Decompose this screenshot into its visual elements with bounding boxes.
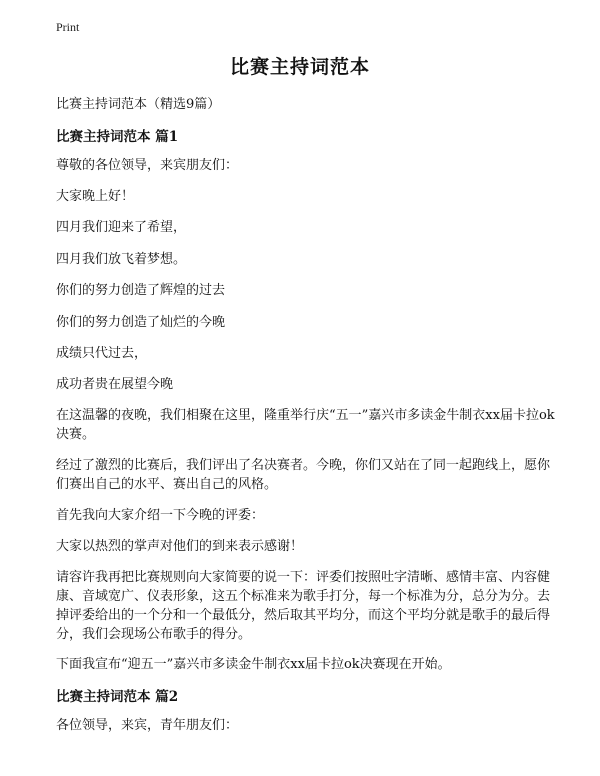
document-title: 比赛主持词范本 — [229, 56, 370, 78]
section-heading-1: 比赛主持词范本 篇1 — [56, 129, 179, 145]
paragraph: 各位领导，来宾，青年朋友们： — [56, 718, 239, 733]
paragraph: 经过了激烈的比赛后，我们评出了名决赛者。今晚，你们又站在了同一起跑线上，愿你们赛出自己的水平、赛出自己的风格。 — [56, 458, 551, 492]
paragraph: 下面我宣布“迎五一”嘉兴市多读金牛制衣xx届卡拉ok决赛现在开始。 — [56, 657, 451, 672]
paragraph: 四月我们放飞着梦想。 — [56, 252, 187, 267]
document-subtitle: 比赛主持词范本（精选9篇） — [56, 97, 221, 112]
paragraph: 成绩只代过去， — [56, 346, 148, 361]
paragraph: 大家以热烈的掌声对他们的到来表示感谢！ — [56, 539, 304, 554]
paragraph: 请容许我再把比赛规则向大家简要的说一下：评委们按照吐字清晰、感情丰富、内容健康、音域宽广、仪表形象，这五个标准来为歌手打分，每一个标准为分，总分为分。去掉评委给出的一个分和一个最低分，然后取其平均分，而这个平均分就是歌手的最后得分，我们会现场公布歌手的得分。 — [56, 570, 551, 642]
section-heading-2: 比赛主持词范本 篇2 — [56, 689, 179, 705]
paragraph: 你们的努力创造了灿烂的今晚 — [56, 315, 226, 330]
paragraph: 首先我向大家介绍一下今晚的评委： — [56, 508, 265, 523]
paragraph: 你们的努力创造了辉煌的过去 — [56, 283, 226, 298]
paragraph: 四月我们迎来了希望， — [56, 220, 187, 235]
paragraph: 成功者贵在展望今晚 — [56, 377, 174, 392]
paragraph: 在这温馨的夜晚，我们相聚在这里，隆重举行庆“五一”嘉兴市多读金牛制衣xx届卡拉ok决赛。 — [56, 408, 555, 442]
print-label: Print — [56, 20, 80, 34]
paragraph: 尊敬的各位领导，来宾朋友们： — [56, 158, 239, 173]
paragraph: 大家晚上好！ — [56, 189, 135, 204]
